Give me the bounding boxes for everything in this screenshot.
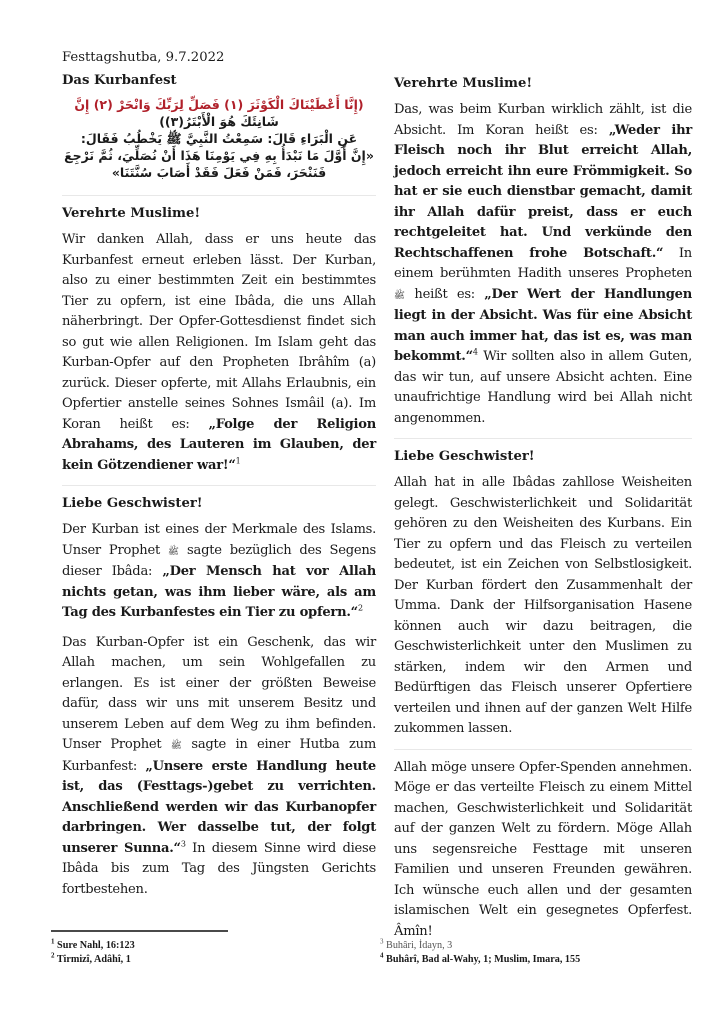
section-heading: Liebe Geschwister! — [394, 449, 535, 464]
section-heading: Liebe Geschwister! — [62, 496, 203, 511]
footnotes-left — [51, 939, 135, 967]
section-divider — [394, 438, 692, 439]
right-column — [394, 74, 692, 951]
paragraph: Allah hat in alle Ibâdas zahllose Weisheiten gelegt. Geschwisterlichkeit und Solidarität gehören zu den Weisheiten des Kurbans. Ein Tier zu opfern und das Fleisch zu verteilen bedeutet, ist ein Zeichen von Selbstlosigkeit. Der Kurban fördert den Zusammenhalt der Umma. Dank der Hilfsorganisation Hasene können auch wir dazu beitragen, die Geschwisterlichkeit unter den Muslimen zu stärken, indem wir den Armen und Bedürftigen das Fleisch unserer Opfertiere verteilen und ihnen auf der ganzen Welt Hilfe zukommen lassen. — [394, 475, 692, 736]
arabic-line-5: فَنَنْحَرَ، فَمَنْ فَعَلَ فَقَدْ أَصَابَ سُنَّتَنَا» — [111, 165, 327, 180]
footnote-ref: 3 — [180, 839, 186, 849]
footnote-3: $^3$ Buhâri, İdayn, 3 — [380, 937, 453, 951]
section-divider — [394, 749, 692, 750]
salawat-glyph-icon: ﷺ — [167, 546, 179, 557]
footnote-4: $^4$ Buhârî, Bad al-Wahy, 1; Muslim, Imara, 155 — [380, 951, 581, 965]
arabic-line-1: (إِنَّا أَعْطَيْنَاكَ الْكَوْثَرَ (١) فَصَلِّ لِرَبِّكَ وَانْحَرْ (٢) إِنَّ — [74, 97, 364, 112]
paragraph: Wir danken Allah, dass er uns heute das Kurbanfest erneut erleben lässt. Der Kurban, also zu einer bestimmten Zeit ein bestimmtes Tier zu opfern, ist eine Ibâda, die uns Allah näherbringt. Der Opfer-Gottesdienst findet sich so gut wie allen Religionen. Im Islam geht das Kurban-Opfer auf den Propheten Ibrâhîm (a) zurück. Dieser opferte, mit Allahs Erlaubnis, ein Opfertier anstelle seines Sohnes Ismâil (a). Im Koran heißt es: „Folge der Religion Abrahams, des Lauteren im Glauben, der kein Götzendiener war!“$^1$ — [62, 232, 376, 473]
arabic-line-3: عَنِ الْبَرَاءِ قَالَ: سَمِعْتُ النَّبِيَّ ﷺ يَخْطُبُ فَقَالَ: — [80, 131, 358, 146]
footnote-ref: 2 — [357, 603, 363, 613]
document-title: Das Kurbanfest — [62, 73, 177, 88]
salawat-glyph-icon: ﷺ — [170, 741, 182, 751]
paragraph: Allah möge unsere Opfer-Spenden annehmen. Möge er das verteilte Fleisch zu einem Mittel machen, Geschwisterlichkeit und Solidarität auf der ganzen Welt zu fördern. Möge Allah uns segensreiche Festtage mit unseren Familien und unseren Freunden gewähren. Ich wünsche euch allen und der gesamten islamischen Welt ein gesegnetes Opferfest. Âmîn! — [394, 759, 692, 939]
salawat-glyph-icon: ﷺ — [394, 290, 405, 301]
arabic-line-2: شَانِئَكَ هُوَ الْأَبْتَرُ(٣)) — [159, 114, 279, 129]
section-heading: Verehrte Muslime! — [62, 206, 201, 221]
footnote-1: $^1$ Sure Nahl, 16:123 — [51, 937, 135, 951]
left-column — [62, 48, 376, 909]
footnote-ref: 1 — [235, 456, 241, 466]
arabic-line-4: «إِنَّ أَوَّلَ مَا نَبْدَأُ بِهِ فِي يَوْمِنَا هَذَا أَنْ نُصَلِّيَ، ثُمَّ نَرْجِعَ — [64, 148, 374, 163]
arabic-quote-block — [62, 96, 376, 181]
footnote-2: $^2$ Tirmizî, Adâhî, 1 — [51, 951, 131, 965]
section-heading: Verehrte Muslime! — [394, 76, 533, 91]
footnotes-right — [380, 939, 580, 967]
section-divider — [62, 485, 376, 486]
footnote-ref: 4 — [472, 347, 478, 357]
section-divider — [62, 195, 376, 196]
paragraph: Das Kurban-Opfer ist ein Geschenk, das wir Allah machen, um sein Wohlgefallen zu erlangen. Es ist einer der größten Beweise dafür, dass wir uns mit unserem Besitz und unserem Leben auf dem Weg zu ihm befinden. Unser Prophet ﷺ sagte in einer Hutba zum Kurbanfest: „Unsere erste Handlung heute ist, das (Festtags-)gebet zu verrichten. Anschließend werden wir das Kurbanopfer darbringen. Wer dasselbe tut, der folgt unserer Sunna.“$^3$ In diesem Sinne wird diese Ibâda bis zum Tag des Jüngsten Gerichts fortbestehen. — [62, 634, 376, 897]
document-date: Festtagshutba, 9.7.2022 — [62, 50, 225, 65]
footnote-rule — [51, 930, 228, 932]
paragraph: Das, was beim Kurban wirklich zählt, ist die Absicht. Im Koran heißt es: „Weder ihr Fleisch noch ihr Blut erreicht Allah, jedoch erreicht ihn eure Frömmigkeit. So hat er sie euch dienstbar gemacht, damit ihr Allah dafür preist, dass er euch rechtgeleitet hat. Und verkünde den Rechtschaffenen frohe Botschaft.“ In einem berühmten Hadith unseres Propheten ﷺ heißt es: „Der Wert der Handlungen liegt in der Absicht. Was für eine Absicht man auch immer hat, das ist es, was man bekommt.“$^4$ Wir sollten also in allem Guten, das wir tun, auf unsere Absicht achten. Eine unaufrichtige Handlung wird bei Allah nicht angenommen. — [394, 102, 693, 426]
paragraph: Der Kurban ist eines der Merkmale des Islams. Unser Prophet ﷺ sagte bezüglich des Segens dieser Ibâda: „Der Mensch hat vor Allah nichts getan, was ihm lieber wäre, als am Tag des Kurbanfestes ein Tier zu opfern.“$^2$ — [62, 522, 376, 620]
